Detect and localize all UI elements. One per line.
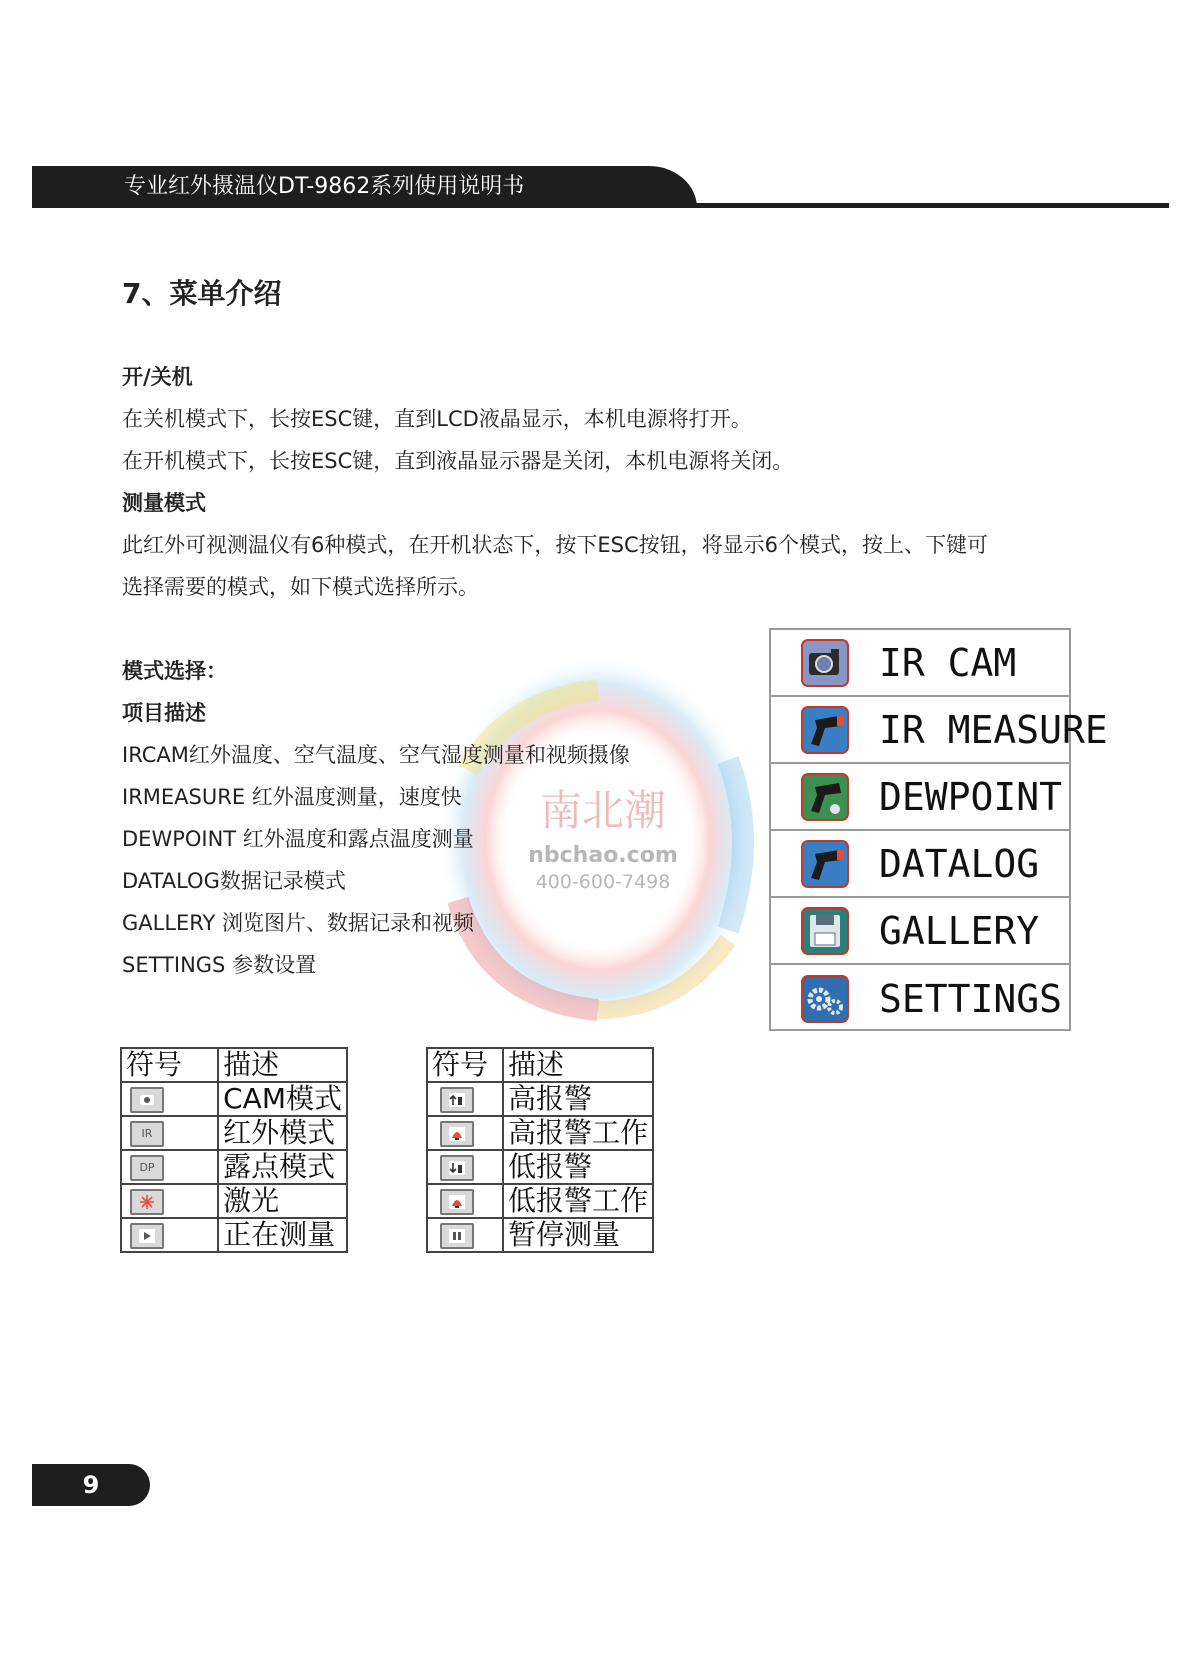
measure-line-1: 此红外可视测温仪有6种模式，在开机状态下，按下ESC按钮，将显示6个模式，按上、下键可 bbox=[122, 533, 988, 557]
table-row bbox=[427, 1184, 653, 1218]
gears-icon bbox=[801, 975, 849, 1023]
floppy-disk-icon bbox=[801, 907, 849, 955]
symbol-desc: 正在测量 bbox=[218, 1218, 347, 1252]
pause-symbol-icon bbox=[440, 1223, 474, 1249]
table-row bbox=[427, 1150, 653, 1184]
mode-select-heading: 模式选择： bbox=[122, 659, 227, 683]
table-header: 描述 bbox=[218, 1048, 347, 1082]
high-alarm-symbol-icon bbox=[440, 1087, 474, 1113]
laser-symbol-icon bbox=[130, 1189, 164, 1215]
mode-label: GALLERY bbox=[879, 908, 1040, 953]
power-heading: 开/关机 bbox=[122, 365, 193, 389]
dp-symbol-icon: DP bbox=[130, 1155, 164, 1181]
table-row bbox=[121, 1116, 347, 1150]
table-header: 描述 bbox=[503, 1048, 653, 1082]
power-line-1: 在关机模式下，长按ESC键，直到LCD液晶显示，本机电源将打开。 bbox=[122, 407, 752, 431]
page-number: 9 bbox=[32, 1464, 150, 1506]
mode-item-ir-cam[interactable] bbox=[771, 630, 1069, 697]
table-row bbox=[121, 1184, 347, 1218]
symbol-desc: 红外模式 bbox=[218, 1116, 347, 1150]
modes-description bbox=[122, 650, 742, 986]
low-alarm-symbol-icon bbox=[440, 1155, 474, 1181]
camera-icon bbox=[801, 639, 849, 687]
symbol-desc: 低报警 bbox=[503, 1150, 653, 1184]
play-symbol-icon bbox=[130, 1223, 164, 1249]
mode-item-ir-measure[interactable] bbox=[771, 697, 1108, 764]
high-alarm-active-symbol-icon bbox=[440, 1121, 474, 1147]
power-line-2: 在开机模式下，长按ESC键，直到液晶显示器是关闭，本机电源将关闭。 bbox=[122, 449, 794, 473]
low-alarm-active-symbol-icon bbox=[440, 1189, 474, 1215]
ir-gun-icon bbox=[801, 706, 849, 754]
power-section bbox=[122, 356, 1082, 608]
mode-desc-item: GALLERY 浏览图片、数据记录和视频 bbox=[122, 911, 475, 935]
datalog-gun-icon bbox=[801, 840, 849, 888]
table-header: 符号 bbox=[121, 1048, 218, 1082]
mode-label: DATALOG bbox=[879, 841, 1040, 886]
symbol-desc: CAM模式 bbox=[218, 1082, 347, 1116]
document-title: 专业红外摄温仪DT-9862系列使用说明书 bbox=[124, 174, 525, 199]
watermark-site: nbchao.com bbox=[528, 843, 678, 868]
table-header: 符号 bbox=[427, 1048, 503, 1082]
symbol-table-left bbox=[120, 1047, 348, 1253]
symbol-desc: 高报警 bbox=[503, 1082, 653, 1116]
mode-item-settings[interactable] bbox=[771, 965, 1069, 1032]
item-desc-heading: 项目描述 bbox=[122, 701, 206, 725]
table-row bbox=[121, 1082, 347, 1116]
table-row bbox=[427, 1082, 653, 1116]
mode-label: DEWPOINT bbox=[879, 774, 1063, 819]
symbol-desc: 露点模式 bbox=[218, 1150, 347, 1184]
symbol-desc: 激光 bbox=[218, 1184, 347, 1218]
mode-label: IR MEASURE bbox=[879, 707, 1108, 752]
mode-desc-item: IRMEASURE 红外温度测量，速度快 bbox=[122, 785, 462, 809]
watermark-cn: 南北潮 bbox=[539, 786, 667, 835]
mode-label: SETTINGS bbox=[879, 976, 1063, 1021]
header-rule bbox=[32, 203, 1169, 208]
symbol-table-right bbox=[426, 1047, 654, 1253]
measure-heading: 测量模式 bbox=[122, 491, 206, 515]
mode-item-datalog[interactable] bbox=[771, 831, 1069, 898]
table-row bbox=[121, 1218, 347, 1252]
dewpoint-gun-icon bbox=[801, 773, 849, 821]
mode-label: IR CAM bbox=[879, 640, 1017, 685]
mode-item-dewpoint[interactable] bbox=[771, 764, 1069, 831]
mode-desc-item: DATALOG数据记录模式 bbox=[122, 869, 346, 893]
mode-menu bbox=[769, 628, 1108, 1031]
mode-desc-item: IRCAM红外温度、空气温度、空气湿度测量和视频摄像 bbox=[122, 743, 630, 767]
mode-item-gallery[interactable] bbox=[771, 898, 1069, 965]
watermark-phone: 400-600-7498 bbox=[535, 871, 671, 893]
ir-symbol-icon: IR bbox=[130, 1121, 164, 1147]
section-title: 7、菜单介绍 bbox=[122, 277, 282, 310]
table-row bbox=[427, 1218, 653, 1252]
mode-desc-item: DEWPOINT 红外温度和露点温度测量 bbox=[122, 827, 474, 851]
symbol-desc: 高报警工作 bbox=[503, 1116, 653, 1150]
symbol-desc: 低报警工作 bbox=[503, 1184, 653, 1218]
table-row bbox=[427, 1116, 653, 1150]
mode-desc-item: SETTINGS 参数设置 bbox=[122, 953, 317, 977]
measure-line-2: 选择需要的模式，如下模式选择所示。 bbox=[122, 575, 479, 599]
symbol-desc: 暂停测量 bbox=[503, 1218, 653, 1252]
table-row bbox=[121, 1150, 347, 1184]
camera-symbol-icon bbox=[130, 1087, 164, 1113]
